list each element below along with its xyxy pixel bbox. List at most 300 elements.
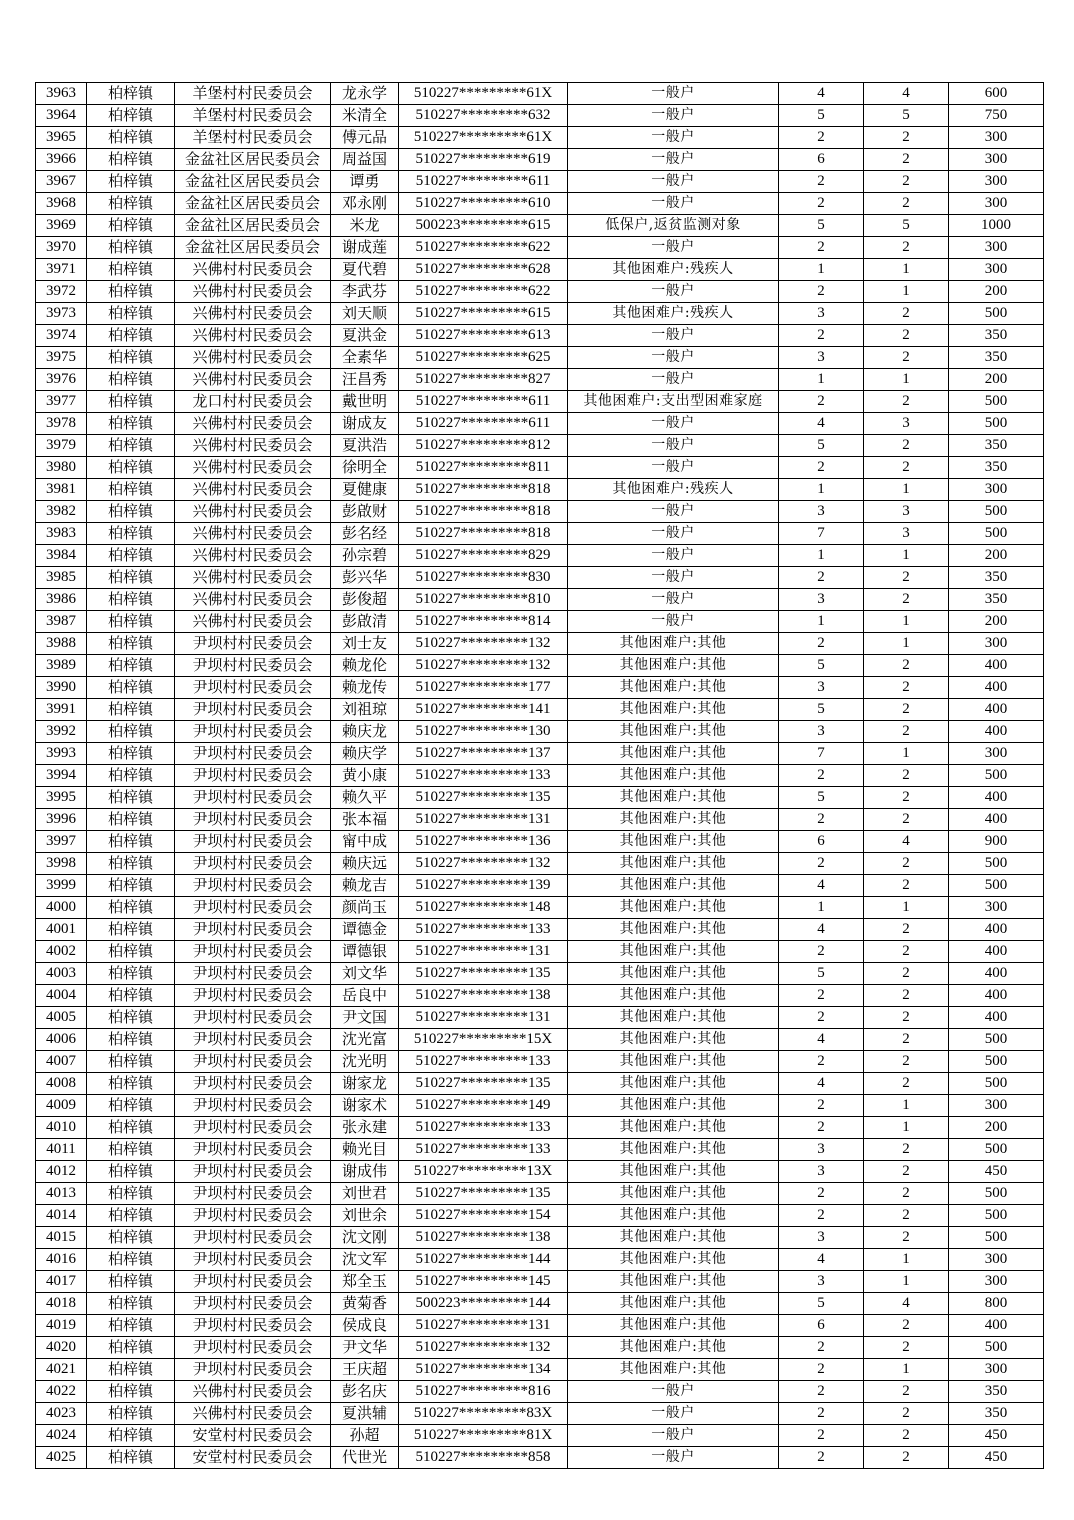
table-row <box>36 1381 1044 1403</box>
committee-cell: 兴佛村村民委员会 <box>175 523 331 545</box>
amount-cell: 500 <box>949 1029 1044 1051</box>
covered-persons-cell: 5 <box>864 215 949 237</box>
household-size-cell: 2 <box>779 1117 864 1139</box>
covered-persons-cell: 2 <box>864 1381 949 1403</box>
household-type-cell: 其他困难户:其他 <box>568 721 779 743</box>
covered-persons-cell: 2 <box>864 1425 949 1447</box>
household-type-cell: 一般户 <box>568 1403 779 1425</box>
covered-persons-cell: 2 <box>864 787 949 809</box>
household-size-cell: 2 <box>779 171 864 193</box>
committee-cell: 尹坝村村民委员会 <box>175 875 331 897</box>
town-cell: 柏梓镇 <box>87 457 175 479</box>
household-type-cell: 其他困难户:其他 <box>568 1271 779 1293</box>
table-row <box>36 963 1044 985</box>
name-cell: 彭俊超 <box>331 589 399 611</box>
id-number-cell: 510227*********135 <box>399 787 568 809</box>
household-type-cell: 其他困难户:其他 <box>568 919 779 941</box>
name-cell: 王庆超 <box>331 1359 399 1381</box>
amount-cell: 200 <box>949 1117 1044 1139</box>
town-cell: 柏梓镇 <box>87 1007 175 1029</box>
household-size-cell: 3 <box>779 1161 864 1183</box>
covered-persons-cell: 2 <box>864 1337 949 1359</box>
household-size-cell: 5 <box>779 215 864 237</box>
row-number-cell: 3969 <box>36 215 87 237</box>
covered-persons-cell: 2 <box>864 1227 949 1249</box>
covered-persons-cell: 2 <box>864 853 949 875</box>
household-type-cell: 低保户,返贫监测对象 <box>568 215 779 237</box>
town-cell: 柏梓镇 <box>87 347 175 369</box>
committee-cell: 金盆社区居民委员会 <box>175 193 331 215</box>
id-number-cell: 510227*********628 <box>399 259 568 281</box>
amount-cell: 300 <box>949 1359 1044 1381</box>
household-size-cell: 3 <box>779 677 864 699</box>
covered-persons-cell: 2 <box>864 765 949 787</box>
name-cell: 孙超 <box>331 1425 399 1447</box>
name-cell: 谢成莲 <box>331 237 399 259</box>
town-cell: 柏梓镇 <box>87 875 175 897</box>
committee-cell: 尹坝村村民委员会 <box>175 1095 331 1117</box>
household-type-cell: 其他困难户:其他 <box>568 1337 779 1359</box>
row-number-cell: 3986 <box>36 589 87 611</box>
committee-cell: 兴佛村村民委员会 <box>175 369 331 391</box>
covered-persons-cell: 2 <box>864 941 949 963</box>
household-size-cell: 5 <box>779 435 864 457</box>
table-row <box>36 1205 1044 1227</box>
household-size-cell: 2 <box>779 281 864 303</box>
committee-cell: 尹坝村村民委员会 <box>175 809 331 831</box>
amount-cell: 400 <box>949 1007 1044 1029</box>
name-cell: 周益国 <box>331 149 399 171</box>
id-number-cell: 510227*********816 <box>399 1381 568 1403</box>
amount-cell: 500 <box>949 1205 1044 1227</box>
row-number-cell: 4005 <box>36 1007 87 1029</box>
table-row <box>36 941 1044 963</box>
table-row <box>36 127 1044 149</box>
row-number-cell: 3976 <box>36 369 87 391</box>
amount-cell: 500 <box>949 523 1044 545</box>
name-cell: 谭德银 <box>331 941 399 963</box>
household-type-cell: 其他困难户:其他 <box>568 633 779 655</box>
name-cell: 赖龙吉 <box>331 875 399 897</box>
row-number-cell: 4014 <box>36 1205 87 1227</box>
household-size-cell: 4 <box>779 919 864 941</box>
covered-persons-cell: 1 <box>864 369 949 391</box>
household-size-cell: 2 <box>779 1337 864 1359</box>
name-cell: 谢成友 <box>331 413 399 435</box>
committee-cell: 尹坝村村民委员会 <box>175 1183 331 1205</box>
committee-cell: 兴佛村村民委员会 <box>175 303 331 325</box>
amount-cell: 350 <box>949 457 1044 479</box>
household-type-cell: 其他困难户:其他 <box>568 1249 779 1271</box>
row-number-cell: 3972 <box>36 281 87 303</box>
town-cell: 柏梓镇 <box>87 83 175 105</box>
household-size-cell: 2 <box>779 567 864 589</box>
id-number-cell: 510227*********61X <box>399 83 568 105</box>
name-cell: 夏健康 <box>331 479 399 501</box>
committee-cell: 兴佛村村民委员会 <box>175 1381 331 1403</box>
id-number-cell: 510227*********149 <box>399 1095 568 1117</box>
id-number-cell: 510227*********615 <box>399 303 568 325</box>
household-size-cell: 1 <box>779 369 864 391</box>
row-number-cell: 3993 <box>36 743 87 765</box>
amount-cell: 350 <box>949 589 1044 611</box>
row-number-cell: 3992 <box>36 721 87 743</box>
town-cell: 柏梓镇 <box>87 259 175 281</box>
town-cell: 柏梓镇 <box>87 1337 175 1359</box>
committee-cell: 尹坝村村民委员会 <box>175 1271 331 1293</box>
committee-cell: 尹坝村村民委员会 <box>175 633 331 655</box>
household-size-cell: 2 <box>779 809 864 831</box>
name-cell: 夏代碧 <box>331 259 399 281</box>
covered-persons-cell: 1 <box>864 281 949 303</box>
amount-cell: 500 <box>949 413 1044 435</box>
table-row <box>36 985 1044 1007</box>
household-type-cell: 一般户 <box>568 347 779 369</box>
name-cell: 傅元品 <box>331 127 399 149</box>
table-row <box>36 721 1044 743</box>
household-type-cell: 一般户 <box>568 567 779 589</box>
table-row <box>36 655 1044 677</box>
household-type-cell: 一般户 <box>568 193 779 215</box>
amount-cell: 300 <box>949 897 1044 919</box>
town-cell: 柏梓镇 <box>87 325 175 347</box>
committee-cell: 尹坝村村民委员会 <box>175 1139 331 1161</box>
covered-persons-cell: 3 <box>864 413 949 435</box>
table-row <box>36 1359 1044 1381</box>
row-number-cell: 3985 <box>36 567 87 589</box>
committee-cell: 尹坝村村民委员会 <box>175 1029 331 1051</box>
covered-persons-cell: 2 <box>864 325 949 347</box>
household-type-cell: 一般户 <box>568 171 779 193</box>
amount-cell: 300 <box>949 193 1044 215</box>
household-type-cell: 其他困难户:其他 <box>568 1073 779 1095</box>
amount-cell: 350 <box>949 1381 1044 1403</box>
name-cell: 黄小康 <box>331 765 399 787</box>
covered-persons-cell: 2 <box>864 1161 949 1183</box>
household-size-cell: 2 <box>779 325 864 347</box>
town-cell: 柏梓镇 <box>87 1117 175 1139</box>
row-number-cell: 3979 <box>36 435 87 457</box>
id-number-cell: 510227*********133 <box>399 1051 568 1073</box>
name-cell: 赖光目 <box>331 1139 399 1161</box>
household-type-cell: 其他困难户:其他 <box>568 743 779 765</box>
amount-cell: 500 <box>949 765 1044 787</box>
table-row <box>36 787 1044 809</box>
id-number-cell: 510227*********613 <box>399 325 568 347</box>
id-number-cell: 510227*********83X <box>399 1403 568 1425</box>
household-type-cell: 一般户 <box>568 545 779 567</box>
name-cell: 邓永刚 <box>331 193 399 215</box>
household-type-cell: 其他困难户:其他 <box>568 1183 779 1205</box>
town-cell: 柏梓镇 <box>87 963 175 985</box>
covered-persons-cell: 2 <box>864 985 949 1007</box>
table-row <box>36 479 1044 501</box>
committee-cell: 尹坝村村民委员会 <box>175 831 331 853</box>
household-type-cell: 其他困难户:其他 <box>568 787 779 809</box>
amount-cell: 400 <box>949 721 1044 743</box>
name-cell: 徐明全 <box>331 457 399 479</box>
table-row <box>36 919 1044 941</box>
table-row <box>36 809 1044 831</box>
committee-cell: 尹坝村村民委员会 <box>175 1117 331 1139</box>
table-row <box>36 853 1044 875</box>
name-cell: 沈光富 <box>331 1029 399 1051</box>
household-type-cell: 其他困难户:其他 <box>568 985 779 1007</box>
covered-persons-cell: 2 <box>864 1183 949 1205</box>
name-cell: 夏洪辅 <box>331 1403 399 1425</box>
row-number-cell: 3982 <box>36 501 87 523</box>
name-cell: 刘世余 <box>331 1205 399 1227</box>
covered-persons-cell: 2 <box>864 1205 949 1227</box>
table-row <box>36 1403 1044 1425</box>
household-size-cell: 2 <box>779 1051 864 1073</box>
covered-persons-cell: 2 <box>864 127 949 149</box>
id-number-cell: 510227*********818 <box>399 479 568 501</box>
id-number-cell: 500223*********615 <box>399 215 568 237</box>
household-size-cell: 3 <box>779 1139 864 1161</box>
amount-cell: 500 <box>949 1139 1044 1161</box>
id-number-cell: 510227*********177 <box>399 677 568 699</box>
id-number-cell: 510227*********144 <box>399 1249 568 1271</box>
committee-cell: 尹坝村村民委员会 <box>175 699 331 721</box>
covered-persons-cell: 2 <box>864 237 949 259</box>
household-size-cell: 2 <box>779 1007 864 1029</box>
row-number-cell: 4021 <box>36 1359 87 1381</box>
row-number-cell: 4012 <box>36 1161 87 1183</box>
table-row <box>36 303 1044 325</box>
household-type-cell: 一般户 <box>568 369 779 391</box>
table-row <box>36 831 1044 853</box>
name-cell: 赖庆学 <box>331 743 399 765</box>
id-number-cell: 510227*********138 <box>399 1227 568 1249</box>
name-cell: 彭啟清 <box>331 611 399 633</box>
amount-cell: 600 <box>949 83 1044 105</box>
id-number-cell: 510227*********131 <box>399 941 568 963</box>
household-size-cell: 6 <box>779 831 864 853</box>
table-row <box>36 149 1044 171</box>
household-size-cell: 1 <box>779 897 864 919</box>
household-type-cell: 其他困难户:其他 <box>568 853 779 875</box>
row-number-cell: 4002 <box>36 941 87 963</box>
amount-cell: 400 <box>949 985 1044 1007</box>
amount-cell: 300 <box>949 1095 1044 1117</box>
row-number-cell: 4003 <box>36 963 87 985</box>
household-type-cell: 其他困难户:其他 <box>568 677 779 699</box>
committee-cell: 兴佛村村民委员会 <box>175 545 331 567</box>
amount-cell: 500 <box>949 391 1044 413</box>
table-row <box>36 171 1044 193</box>
id-number-cell: 510227*********131 <box>399 1007 568 1029</box>
id-number-cell: 510227*********135 <box>399 1183 568 1205</box>
committee-cell: 尹坝村村民委员会 <box>175 1161 331 1183</box>
covered-persons-cell: 2 <box>864 809 949 831</box>
id-number-cell: 510227*********130 <box>399 721 568 743</box>
table-row <box>36 1249 1044 1271</box>
table-row <box>36 1337 1044 1359</box>
covered-persons-cell: 2 <box>864 1315 949 1337</box>
table-row <box>36 281 1044 303</box>
household-size-cell: 3 <box>779 589 864 611</box>
covered-persons-cell: 2 <box>864 677 949 699</box>
table-row <box>36 215 1044 237</box>
id-number-cell: 510227*********145 <box>399 1271 568 1293</box>
covered-persons-cell: 2 <box>864 1007 949 1029</box>
committee-cell: 兴佛村村民委员会 <box>175 259 331 281</box>
name-cell: 沈光明 <box>331 1051 399 1073</box>
covered-persons-cell: 1 <box>864 259 949 281</box>
household-type-cell: 一般户 <box>568 413 779 435</box>
amount-cell: 300 <box>949 127 1044 149</box>
id-number-cell: 510227*********136 <box>399 831 568 853</box>
town-cell: 柏梓镇 <box>87 853 175 875</box>
id-number-cell: 510227*********137 <box>399 743 568 765</box>
household-size-cell: 5 <box>779 1293 864 1315</box>
household-type-cell: 其他困难户:其他 <box>568 963 779 985</box>
committee-cell: 尹坝村村民委员会 <box>175 1073 331 1095</box>
name-cell: 尹文华 <box>331 1337 399 1359</box>
table-row <box>36 1139 1044 1161</box>
id-number-cell: 510227*********619 <box>399 149 568 171</box>
committee-cell: 尹坝村村民委员会 <box>175 1051 331 1073</box>
household-size-cell: 2 <box>779 1095 864 1117</box>
covered-persons-cell: 2 <box>864 193 949 215</box>
town-cell: 柏梓镇 <box>87 435 175 457</box>
town-cell: 柏梓镇 <box>87 149 175 171</box>
name-cell: 谢家术 <box>331 1095 399 1117</box>
town-cell: 柏梓镇 <box>87 193 175 215</box>
covered-persons-cell: 2 <box>864 303 949 325</box>
covered-persons-cell: 2 <box>864 1403 949 1425</box>
row-number-cell: 3980 <box>36 457 87 479</box>
household-type-cell: 一般户 <box>568 589 779 611</box>
amount-cell: 500 <box>949 853 1044 875</box>
household-size-cell: 2 <box>779 193 864 215</box>
covered-persons-cell: 2 <box>864 875 949 897</box>
household-type-cell: 一般户 <box>568 237 779 259</box>
household-type-cell: 一般户 <box>568 523 779 545</box>
amount-cell: 450 <box>949 1161 1044 1183</box>
committee-cell: 尹坝村村民委员会 <box>175 941 331 963</box>
name-cell: 李武芬 <box>331 281 399 303</box>
row-number-cell: 4000 <box>36 897 87 919</box>
household-size-cell: 7 <box>779 743 864 765</box>
row-number-cell: 3974 <box>36 325 87 347</box>
household-size-cell: 3 <box>779 501 864 523</box>
covered-persons-cell: 2 <box>864 963 949 985</box>
household-type-cell: 其他困难户:其他 <box>568 765 779 787</box>
row-number-cell: 4020 <box>36 1337 87 1359</box>
id-number-cell: 510227*********812 <box>399 435 568 457</box>
amount-cell: 300 <box>949 743 1044 765</box>
name-cell: 岳良中 <box>331 985 399 1007</box>
amount-cell: 500 <box>949 303 1044 325</box>
household-type-cell: 其他困难户:其他 <box>568 699 779 721</box>
table-row <box>36 1271 1044 1293</box>
row-number-cell: 3978 <box>36 413 87 435</box>
town-cell: 柏梓镇 <box>87 545 175 567</box>
amount-cell: 400 <box>949 941 1044 963</box>
committee-cell: 尹坝村村民委员会 <box>175 963 331 985</box>
committee-cell: 金盆社区居民委员会 <box>175 237 331 259</box>
household-type-cell: 其他困难户:其他 <box>568 1139 779 1161</box>
committee-cell: 兴佛村村民委员会 <box>175 567 331 589</box>
household-size-cell: 4 <box>779 1073 864 1095</box>
household-size-cell: 7 <box>779 523 864 545</box>
table-row <box>36 1447 1044 1469</box>
covered-persons-cell: 2 <box>864 721 949 743</box>
table-row <box>36 347 1044 369</box>
name-cell: 全素华 <box>331 347 399 369</box>
household-size-cell: 5 <box>779 105 864 127</box>
amount-cell: 500 <box>949 1073 1044 1095</box>
row-number-cell: 3966 <box>36 149 87 171</box>
table-row <box>36 413 1044 435</box>
table-row <box>36 325 1044 347</box>
id-number-cell: 510227*********818 <box>399 523 568 545</box>
household-size-cell: 2 <box>779 237 864 259</box>
row-number-cell: 3997 <box>36 831 87 853</box>
name-cell: 龙永学 <box>331 83 399 105</box>
committee-cell: 尹坝村村民委员会 <box>175 1205 331 1227</box>
covered-persons-cell: 1 <box>864 479 949 501</box>
name-cell: 汪昌秀 <box>331 369 399 391</box>
name-cell: 孙宗碧 <box>331 545 399 567</box>
committee-cell: 兴佛村村民委员会 <box>175 413 331 435</box>
covered-persons-cell: 2 <box>864 1139 949 1161</box>
name-cell: 赖庆远 <box>331 853 399 875</box>
town-cell: 柏梓镇 <box>87 919 175 941</box>
id-number-cell: 510227*********610 <box>399 193 568 215</box>
table-row <box>36 259 1044 281</box>
id-number-cell: 510227*********858 <box>399 1447 568 1469</box>
id-number-cell: 510227*********811 <box>399 457 568 479</box>
covered-persons-cell: 1 <box>864 1271 949 1293</box>
household-size-cell: 2 <box>779 633 864 655</box>
household-size-cell: 4 <box>779 1029 864 1051</box>
row-number-cell: 4025 <box>36 1447 87 1469</box>
covered-persons-cell: 2 <box>864 567 949 589</box>
name-cell: 谭德金 <box>331 919 399 941</box>
household-size-cell: 4 <box>779 83 864 105</box>
amount-cell: 350 <box>949 435 1044 457</box>
household-type-cell: 其他困难户:其他 <box>568 1315 779 1337</box>
household-type-cell: 一般户 <box>568 127 779 149</box>
town-cell: 柏梓镇 <box>87 1425 175 1447</box>
covered-persons-cell: 4 <box>864 83 949 105</box>
committee-cell: 兴佛村村民委员会 <box>175 281 331 303</box>
table-row <box>36 1425 1044 1447</box>
amount-cell: 200 <box>949 281 1044 303</box>
committee-cell: 金盆社区居民委员会 <box>175 149 331 171</box>
covered-persons-cell: 1 <box>864 1359 949 1381</box>
row-number-cell: 3990 <box>36 677 87 699</box>
id-number-cell: 510227*********132 <box>399 1337 568 1359</box>
household-type-cell: 其他困难户:其他 <box>568 1095 779 1117</box>
table-row <box>36 589 1044 611</box>
amount-cell: 400 <box>949 963 1044 985</box>
household-type-cell: 一般户 <box>568 457 779 479</box>
household-size-cell: 1 <box>779 545 864 567</box>
id-number-cell: 510227*********81X <box>399 1425 568 1447</box>
amount-cell: 350 <box>949 325 1044 347</box>
town-cell: 柏梓镇 <box>87 215 175 237</box>
name-cell: 沈文刚 <box>331 1227 399 1249</box>
id-number-cell: 510227*********133 <box>399 1139 568 1161</box>
covered-persons-cell: 2 <box>864 699 949 721</box>
household-size-cell: 4 <box>779 413 864 435</box>
name-cell: 颜尚玉 <box>331 897 399 919</box>
town-cell: 柏梓镇 <box>87 985 175 1007</box>
